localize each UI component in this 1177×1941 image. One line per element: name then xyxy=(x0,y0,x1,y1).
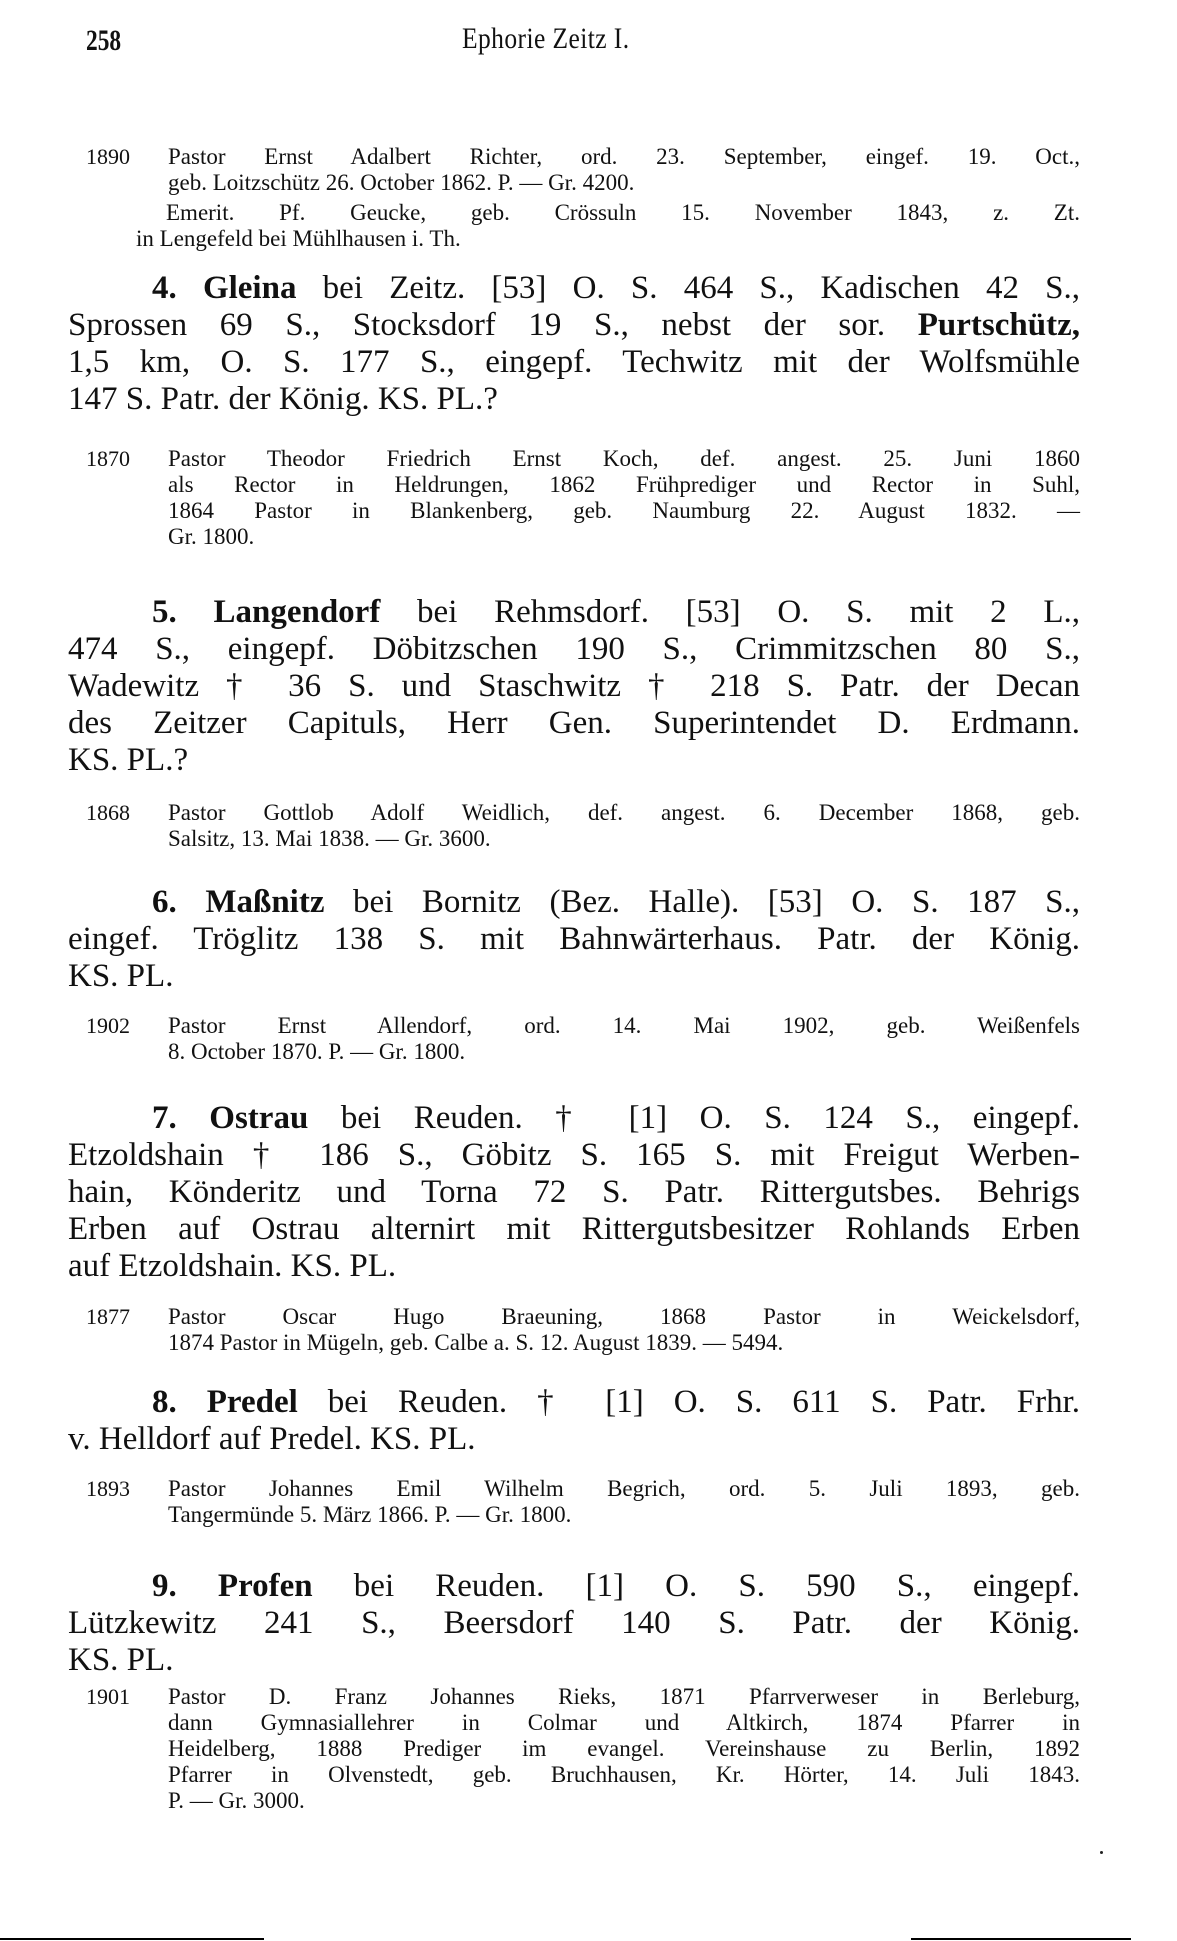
parish-gleina xyxy=(68,270,1080,418)
parish-line: v. Helldorf auf Predel. KS. PL. xyxy=(68,1421,476,1457)
parish-number: 5. xyxy=(152,594,177,630)
entry-text xyxy=(168,144,1080,196)
parish-line: KS. PL. xyxy=(68,1642,174,1678)
parish-massnitz xyxy=(68,884,1080,995)
entry-year: 1902 xyxy=(86,1013,130,1038)
parish-line xyxy=(68,884,1080,921)
parish-langendorf xyxy=(68,594,1080,779)
entry-line: Pastor Gottlob Adolf Weidlich, def. angest. 6. December 1868, geb. xyxy=(168,800,1080,825)
parish-name: Maßnitz xyxy=(205,884,325,920)
parish-name: Profen xyxy=(217,1568,313,1604)
parish-line xyxy=(68,1568,1080,1605)
entry-line: Tangermünde 5. März 1866. P. — Gr. 1800. xyxy=(168,1502,572,1527)
entry-text xyxy=(168,800,1080,852)
parish-line xyxy=(68,1100,1080,1137)
parish-name: Gleina xyxy=(202,270,297,306)
entry-text xyxy=(168,1476,1080,1528)
parish-line: KS. PL. xyxy=(68,958,174,994)
emeritus-note xyxy=(136,200,1080,252)
parish-profen xyxy=(68,1568,1080,1679)
entry-line: Pastor Ernst Allendorf, ord. 14. Mai 1902, geb. Weißenfels xyxy=(168,1013,1080,1038)
entry-text xyxy=(168,1304,1080,1356)
parish-line xyxy=(68,594,1080,631)
page-header xyxy=(86,20,1086,60)
entry-year: 1890 xyxy=(86,144,130,169)
parish-line xyxy=(68,307,1080,344)
entry-line: Gr. 1800. xyxy=(168,524,255,549)
entry-line: Pastor Oscar Hugo Braeuning, 1868 Pastor in Weickelsdorf, xyxy=(168,1304,1080,1329)
parish-line xyxy=(68,270,1080,307)
parish-line: 147 S. Patr. der König. KS. PL.? xyxy=(68,381,498,417)
entry-year: 1901 xyxy=(86,1684,130,1709)
parish-number: 7. xyxy=(152,1100,177,1136)
entry-line: P. — Gr. 3000. xyxy=(168,1788,305,1813)
entry-line: 8. October 1870. P. — Gr. 1800. xyxy=(168,1039,466,1064)
parish-line: des Zeitzer Capituls, Herr Gen. Superintendet D. Erdmann. xyxy=(68,705,1080,741)
entry-line: Pastor Ernst Adalbert Richter, ord. 23. September, eingef. 19. Oct., xyxy=(168,144,1080,169)
page-number: 258 xyxy=(86,24,122,57)
entry-text xyxy=(168,446,1080,550)
entry-line: geb. Loitzschütz 26. October 1862. P. — Gr. 4200. xyxy=(168,170,635,195)
parish-line: Etzoldshain † 186 S., Göbitz S. 165 S. mit Freigut Werben- xyxy=(68,1137,1080,1173)
parish-text: bei Reuden. † [1] O. S. 124 S., eingepf. xyxy=(340,1100,1081,1136)
parish-line: Wadewitz † 36 S. und Staschwitz † 218 S. Patr. der Decan xyxy=(68,668,1080,704)
village-name-bold: Purtschütz, xyxy=(917,307,1080,343)
bottom-rule-right xyxy=(911,1938,1131,1940)
entry-year: 1877 xyxy=(86,1304,130,1329)
parish-predel xyxy=(68,1384,1080,1458)
entry-line: Pastor Theodor Friedrich Ernst Koch, def. angest. 25. Juni 1860 xyxy=(168,446,1080,471)
parish-line: 1,5 km, O. S. 177 S., eingepf. Techwitz mit der Wolfsmühle xyxy=(68,344,1080,380)
entry-year: 1893 xyxy=(86,1476,130,1501)
parish-line xyxy=(68,1384,1080,1421)
parish-text: bei Reuden. [1] O. S. 590 S., eingepf. xyxy=(353,1568,1081,1604)
parish-text: bei Rehmsdorf. [53] O. S. mit 2 L., xyxy=(417,594,1081,630)
parish-text: bei Bornitz (Bez. Halle). [53] O. S. 187 S., xyxy=(353,884,1081,920)
entry-year: 1870 xyxy=(86,446,130,471)
parish-text: bei Reuden. † [1] O. S. 611 S. Patr. Frhr. xyxy=(327,1384,1081,1420)
parish-line: hain, Könderitz und Torna 72 S. Patr. Rittergutsbes. Behrigs xyxy=(68,1174,1080,1210)
bottom-rule-left xyxy=(0,1938,264,1940)
entry-year: 1868 xyxy=(86,800,130,825)
parish-line: eingef. Tröglitz 138 S. mit Bahnwärterhaus. Patr. der König. xyxy=(68,921,1080,957)
entry-line: 1864 Pastor in Blankenberg, geb. Naumburg 22. August 1832. — xyxy=(168,498,1080,523)
parish-name: Ostrau xyxy=(209,1100,309,1136)
entry-text xyxy=(168,1013,1080,1065)
entry-line: Pfarrer in Olvenstedt, geb. Bruchhausen, Kr. Hörter, 14. Juli 1843. xyxy=(168,1762,1080,1787)
entry-line: als Rector in Heldrungen, 1862 Frühprediger und Rector in Suhl, xyxy=(168,472,1080,497)
parish-number: 9. xyxy=(152,1568,177,1604)
parish-line: Erben auf Ostrau alternirt mit Rittergutsbesitzer Rohlands Erben xyxy=(68,1211,1080,1247)
entry-line: Pastor D. Franz Johannes Rieks, 1871 Pfarrverweser in Berleburg, xyxy=(168,1684,1080,1709)
parish-text: Sprossen 69 S., Stocksdorf 19 S., nebst der sor. xyxy=(68,307,886,343)
parish-number: 8. xyxy=(152,1384,177,1420)
entry-text xyxy=(168,1684,1080,1814)
parish-ostrau xyxy=(68,1100,1080,1285)
parish-number: 4. xyxy=(152,270,177,306)
emeritus-line: Emerit. Pf. Geucke, geb. Crössuln 15. November 1843, z. Zt. xyxy=(166,200,1080,225)
entry-line: 1874 Pastor in Mügeln, geb. Calbe a. S. 12. August 1839. — 5494. xyxy=(168,1330,784,1355)
parish-name: Langendorf xyxy=(213,594,381,630)
entry-line: Heidelberg, 1888 Prediger im evangel. Vereinshause zu Berlin, 1892 xyxy=(168,1736,1080,1761)
scan-speck xyxy=(1100,1851,1103,1854)
parish-line: Lützkewitz 241 S., Beersdorf 140 S. Patr. der König. xyxy=(68,1605,1080,1641)
entry-line: Pastor Johannes Emil Wilhelm Begrich, ord. 5. Juli 1893, geb. xyxy=(168,1476,1080,1501)
parish-text: bei Zeitz. [53] O. S. 464 S., Kadischen 42 S., xyxy=(322,270,1080,306)
parish-line: KS. PL.? xyxy=(68,742,189,778)
parish-line: 474 S., eingepf. Döbitzschen 190 S., Crimmitzschen 80 S., xyxy=(68,631,1080,667)
running-head: Ephorie Zeitz I. xyxy=(462,22,630,55)
entry-line: dann Gymnasiallehrer in Colmar und Altkirch, 1874 Pfarrer in xyxy=(168,1710,1080,1735)
parish-number: 6. xyxy=(152,884,177,920)
emeritus-line: in Lengefeld bei Mühlhausen i. Th. xyxy=(136,226,461,251)
parish-line: auf Etzoldshain. KS. PL. xyxy=(68,1248,397,1284)
entry-line: Salsitz, 13. Mai 1838. — Gr. 3600. xyxy=(168,826,491,851)
parish-name: Predel xyxy=(206,1384,298,1420)
